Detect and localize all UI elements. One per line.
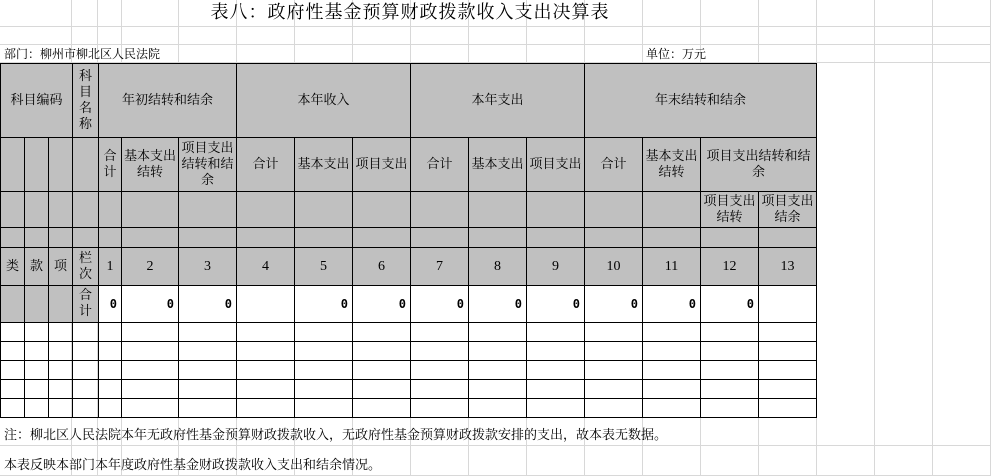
header-expense-total: 合计 bbox=[411, 138, 469, 192]
total-cell[interactable]: 0 bbox=[701, 286, 759, 323]
table-row bbox=[1, 361, 817, 380]
header-code: 科目编码 bbox=[1, 64, 73, 138]
department-label: 部门：柳州市柳北区人民法院 bbox=[4, 47, 161, 61]
total-cell[interactable]: 0 bbox=[527, 286, 585, 323]
header-closing-basic-carry: 基本支出结转 bbox=[643, 138, 701, 192]
table-row bbox=[1, 399, 817, 418]
column-number: 12 bbox=[701, 248, 759, 286]
unit-label: 单位：万元 bbox=[646, 47, 707, 61]
column-number: 10 bbox=[585, 248, 643, 286]
header-name: 科目名称 bbox=[73, 64, 99, 138]
column-number: 9 bbox=[527, 248, 585, 286]
column-number: 3 bbox=[179, 248, 237, 286]
header-income-project: 项目支出 bbox=[353, 138, 411, 192]
header-opening-total: 合计 bbox=[99, 138, 122, 192]
total-cell[interactable] bbox=[759, 286, 817, 323]
header-closing: 年末结转和结余 bbox=[585, 64, 817, 138]
footnote-description: 本表反映本部门本年度政府性基金财政拨款收入支出和结余情况。 bbox=[4, 458, 382, 473]
header-project-carry: 项目支出结转 bbox=[701, 192, 759, 228]
header-income-basic: 基本支出 bbox=[295, 138, 353, 192]
total-cell[interactable]: 0 bbox=[179, 286, 237, 323]
budget-table bbox=[0, 63, 817, 418]
column-number: 7 bbox=[411, 248, 469, 286]
total-row-label: 合计 bbox=[73, 286, 99, 323]
column-number: 2 bbox=[122, 248, 179, 286]
header-income: 本年收入 bbox=[237, 64, 411, 138]
total-cell[interactable]: 0 bbox=[353, 286, 411, 323]
header-income-total: 合计 bbox=[237, 138, 295, 192]
header-xiang: 项 bbox=[49, 248, 73, 286]
total-cell[interactable]: 0 bbox=[643, 286, 701, 323]
column-number: 4 bbox=[237, 248, 295, 286]
header-expense-basic: 基本支出 bbox=[469, 138, 527, 192]
header-project-balance: 项目支出结余 bbox=[759, 192, 817, 228]
total-cell[interactable]: 0 bbox=[585, 286, 643, 323]
column-number: 6 bbox=[353, 248, 411, 286]
total-cell[interactable]: 0 bbox=[411, 286, 469, 323]
header-opening: 年初结转和结余 bbox=[99, 64, 237, 138]
header-expense-project: 项目支出 bbox=[527, 138, 585, 192]
page-title: 表八：政府性基金预算财政拨款收入支出决算表 bbox=[210, 2, 610, 23]
total-cell[interactable]: 0 bbox=[469, 286, 527, 323]
header-kuan: 款 bbox=[25, 248, 49, 286]
footnote-note: 注：柳北区人民法院本年无政府性基金预算财政拨款收入，无政府性基金预算财政拨款安排的支出，故本表无数据。 bbox=[4, 428, 668, 443]
column-number: 5 bbox=[295, 248, 353, 286]
table-row bbox=[1, 342, 817, 361]
total-cell[interactable]: 0 bbox=[295, 286, 353, 323]
total-cell[interactable]: 0 bbox=[99, 286, 122, 323]
table-row bbox=[1, 380, 817, 399]
header-closing-total: 合计 bbox=[585, 138, 643, 192]
total-cell[interactable] bbox=[237, 286, 295, 323]
total-cell[interactable]: 0 bbox=[122, 286, 179, 323]
column-number: 11 bbox=[643, 248, 701, 286]
header-closing-project: 项目支出结转和结余 bbox=[701, 138, 817, 192]
header-expense: 本年支出 bbox=[411, 64, 585, 138]
column-number: 8 bbox=[469, 248, 527, 286]
header-opening-project: 项目支出结转和结余 bbox=[179, 138, 237, 192]
table-row bbox=[1, 323, 817, 342]
header-lanci: 栏次 bbox=[73, 248, 99, 286]
column-number: 1 bbox=[99, 248, 122, 286]
header-opening-basic-carry: 基本支出结转 bbox=[122, 138, 179, 192]
header-lei: 类 bbox=[1, 248, 25, 286]
column-number: 13 bbox=[759, 248, 817, 286]
